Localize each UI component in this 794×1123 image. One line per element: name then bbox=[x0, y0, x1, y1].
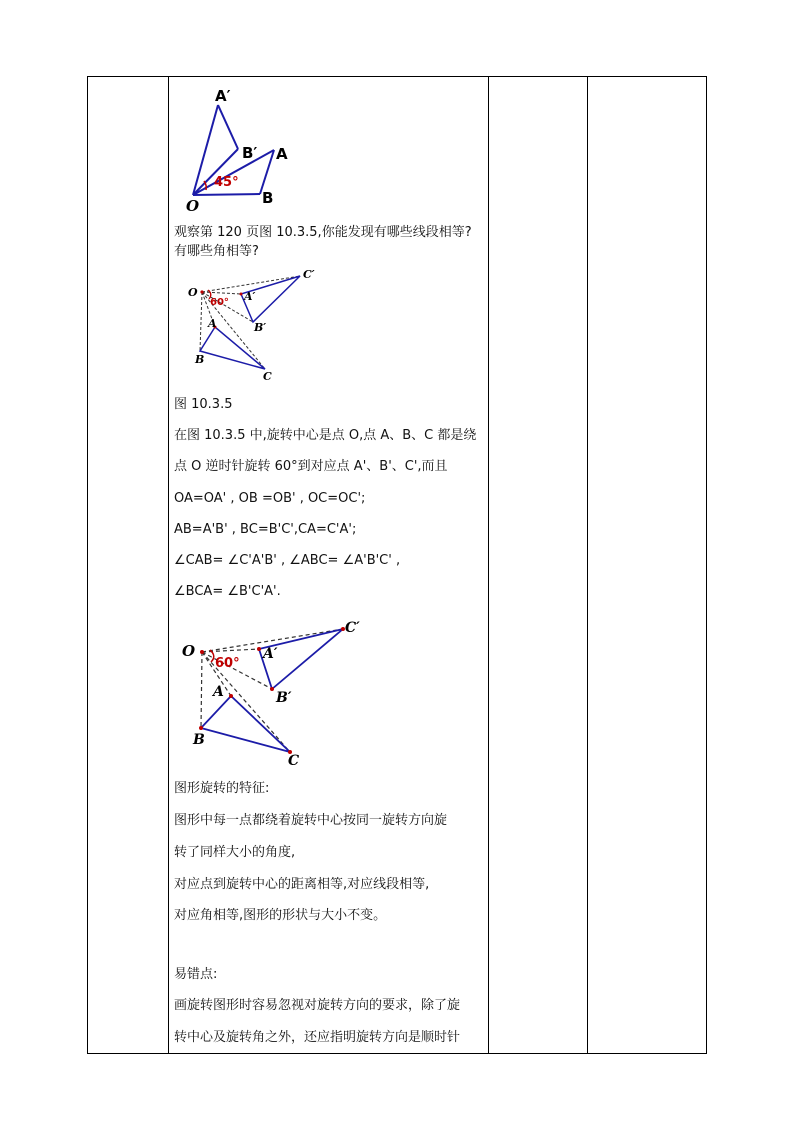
point-A-prime bbox=[257, 647, 261, 651]
segment-OB bbox=[193, 194, 260, 195]
error-line-2: 转中心及旋转角之外，还应指明旋转方向是顺时针 bbox=[174, 1030, 461, 1045]
feature-line-2: 转了同样大小的角度, bbox=[174, 845, 296, 860]
label-B: B bbox=[195, 353, 205, 366]
label-B-prime: B′ bbox=[254, 321, 267, 334]
label-B-prime: B′ bbox=[242, 144, 258, 162]
point-B bbox=[199, 726, 203, 730]
dashed-O-B bbox=[200, 292, 202, 351]
table-left-border bbox=[87, 76, 88, 1054]
paragraph-line-1: 在图 10.3.5 中,旋转中心是点 O,点 A、B、C 都是绕 bbox=[174, 428, 477, 443]
label-C: C bbox=[288, 753, 300, 769]
figure-rotation-60-small bbox=[184, 268, 324, 388]
observe-question-line1: 观察第 120 页图 10.3.5,你能发现有哪些线段相等? bbox=[174, 225, 472, 240]
label-A-prime: A′ bbox=[244, 290, 256, 303]
label-A: A bbox=[208, 317, 217, 330]
angle-label: 60° bbox=[215, 656, 240, 671]
label-A: A bbox=[276, 145, 288, 163]
paragraph-line-6: ∠BCA= ∠B'C'A'. bbox=[174, 584, 281, 599]
dashed-O-A-prime bbox=[202, 292, 241, 294]
column-divider-3 bbox=[587, 76, 588, 1054]
feature-line-4: 对应角相等,图形的形状与大小不变。 bbox=[174, 908, 387, 923]
column-divider-1 bbox=[168, 76, 169, 1054]
column-divider-2 bbox=[488, 76, 489, 1054]
paragraph-line-5: ∠CAB= ∠C'A'B' , ∠ABC= ∠A'B'C' , bbox=[174, 553, 401, 568]
dashed-O-B bbox=[201, 652, 202, 728]
label-B: B bbox=[193, 732, 205, 748]
label-A-prime: A′ bbox=[215, 87, 231, 105]
feature-line-3: 对应点到旋转中心的距离相等,对应线段相等, bbox=[174, 877, 430, 892]
feature-line-1: 图形中每一点都绕着旋转中心按同一旋转方向旋 bbox=[174, 813, 448, 828]
feature-title: 图形旋转的特征: bbox=[174, 781, 270, 796]
table-bottom-border bbox=[87, 1053, 707, 1054]
point-A bbox=[229, 694, 233, 698]
label-O: O bbox=[182, 642, 196, 660]
figure-rotation-45 bbox=[180, 82, 320, 215]
paragraph-line-2: 点 O 逆时针旋转 60°到对应点 A'、B'、C',而且 bbox=[174, 459, 448, 474]
label-O: O bbox=[188, 286, 198, 299]
label-B: B bbox=[262, 189, 274, 207]
paragraph-line-3: OA=OA' , OB =OB' , OC=OC'; bbox=[174, 491, 366, 506]
paragraph-line-4: AB=A'B' , BC=B'C',CA=C'A'; bbox=[174, 522, 357, 537]
label-C: C bbox=[263, 370, 272, 383]
segment-A-prime-B-prime bbox=[218, 105, 238, 149]
label-O: O bbox=[186, 197, 200, 215]
label-A: A bbox=[213, 684, 224, 700]
figure-rotation-60-large bbox=[180, 616, 380, 769]
error-line-1: 画旋转图形时容易忽视对旋转方向的要求，除了旋 bbox=[174, 998, 461, 1013]
table-right-border bbox=[706, 76, 707, 1054]
label-C-prime: C′ bbox=[345, 620, 360, 636]
label-C-prime: C′ bbox=[303, 268, 315, 281]
table-top-border bbox=[87, 76, 707, 77]
angle-label: 45° bbox=[214, 175, 239, 190]
point-O bbox=[200, 290, 203, 293]
label-B-prime: B′ bbox=[276, 690, 292, 706]
error-title: 易错点: bbox=[174, 967, 218, 982]
point-B-prime bbox=[270, 687, 274, 691]
point-O bbox=[200, 650, 204, 654]
point-A-prime bbox=[240, 293, 243, 296]
label-A-prime: A′ bbox=[263, 646, 278, 662]
figure-caption: 图 10.3.5 bbox=[174, 397, 233, 412]
observe-question-line2: 有哪些角相等? bbox=[174, 244, 259, 259]
angle-label: 60° bbox=[210, 297, 229, 308]
